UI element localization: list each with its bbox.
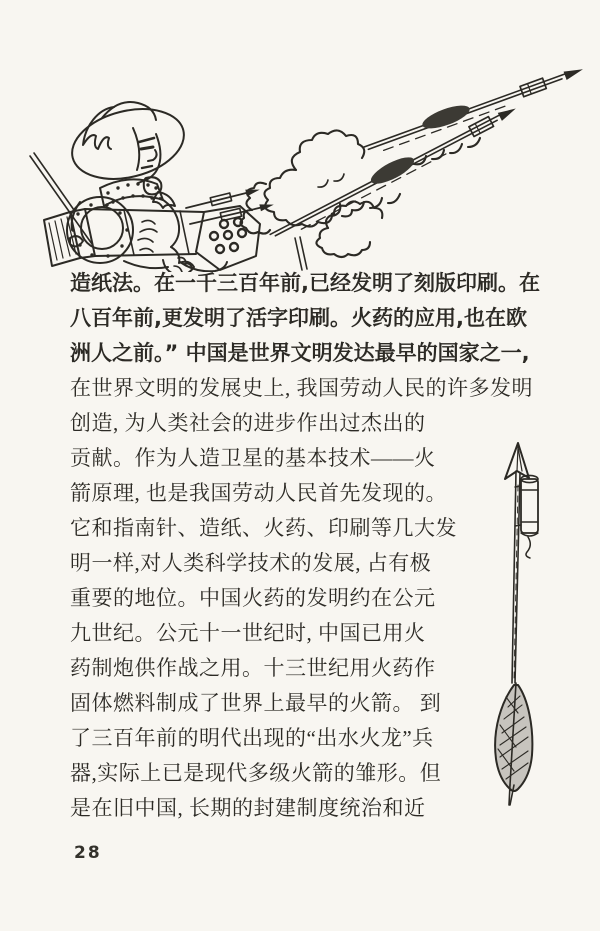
arrowhead — [505, 443, 529, 479]
text-line: 八百年前,更发明了活字印刷。火药的应用,也在欧 — [70, 306, 527, 330]
text-line: 造纸法。在一千三百年前,已经发明了刻版印刷。在 — [70, 271, 540, 295]
text-line: 贡献。作为人造卫星的基本技术——火 — [70, 446, 436, 470]
rocket-soldier-illustration — [28, 52, 594, 272]
text-line: 重要的地位。中国火药的发明约在公元 — [70, 586, 436, 610]
text-line: 创造, 为人类社会的进步作出过杰出的 — [70, 411, 426, 435]
text-line: 固体燃料制成了世界上最早的火箭。 到 — [70, 691, 442, 715]
text-line: 在世界文明的发展史上, 我国劳动人民的许多发明 — [70, 376, 533, 400]
flying-rocket-arrows — [266, 60, 585, 243]
text-line: 洲人之前。” 中国是世界文明发达最早的国家之一, — [70, 341, 530, 365]
text-line: 是在旧中国, 长期的封建制度统治和近 — [70, 796, 426, 820]
smoke-clouds — [240, 130, 480, 257]
fire-arrow-illustration — [462, 433, 577, 811]
text-line: 器,实际上已是现代多级火箭的雏形。但 — [70, 761, 442, 785]
text-line: 九世纪。公元十一世纪时, 中国已用火 — [70, 621, 426, 645]
fuse — [526, 537, 530, 558]
text-line: 了三百年前的明代出现的“出水火龙”兵 — [70, 726, 434, 750]
text-line: 药制炮供作战之用。十三世纪用火药作 — [70, 656, 436, 680]
text-line: 明一样,对人类科学技术的发展, 占有极 — [70, 551, 432, 575]
text-line: 箭原理, 也是我国劳动人民首先发现的。 — [70, 481, 447, 505]
page-number: 28 — [74, 843, 102, 863]
text-line: 它和指南针、造纸、火药、印刷等几大发 — [70, 516, 457, 540]
arrow-shaft — [512, 471, 520, 683]
feather-fletching — [495, 683, 532, 805]
